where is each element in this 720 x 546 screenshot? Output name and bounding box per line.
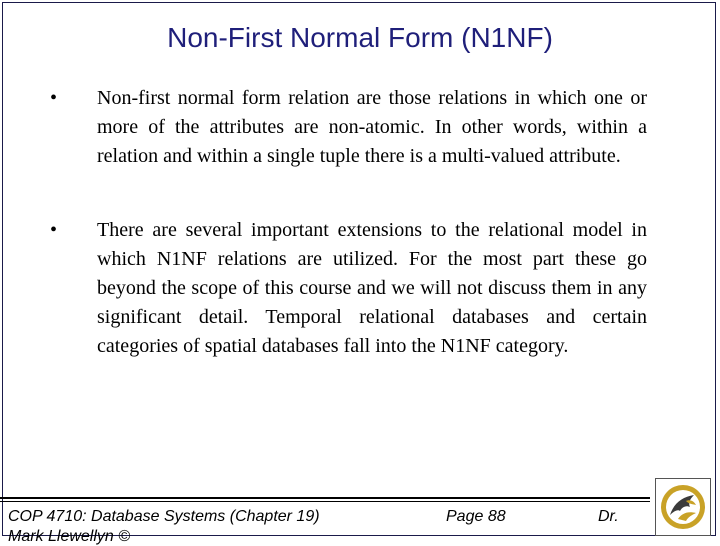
footer-divider — [0, 497, 650, 499]
bullet-text: There are several important extensions to the relational model in which N1NF relations are utilized. For the most part these go beyond the scope of this course and we will not discuss them in any significant detail. Temporal relational databases and certain categories of spatial databases fall into the N1NF category. — [97, 219, 647, 357]
footer-course: COP 4710: Database Systems (Chapter 19) — [8, 508, 320, 525]
ucf-pegasus-logo-icon — [655, 478, 711, 536]
bullet-marker: • — [50, 219, 58, 241]
bullet-text: Non-first normal form relation are those relations in which one or more of the attributes are non-atomic. In other words, within a relation and within a single tuple there is a multi-valued attribute. — [97, 87, 647, 167]
bullet-marker: • — [50, 87, 58, 109]
slide-title: Non-First Normal Form (N1NF) — [167, 22, 553, 53]
footer-page-number: Page 88 — [446, 508, 506, 525]
footer-dr: Dr. — [598, 508, 619, 525]
footer-author: Mark Llewellyn © — [8, 528, 131, 545]
footer-divider-secondary — [0, 501, 650, 502]
